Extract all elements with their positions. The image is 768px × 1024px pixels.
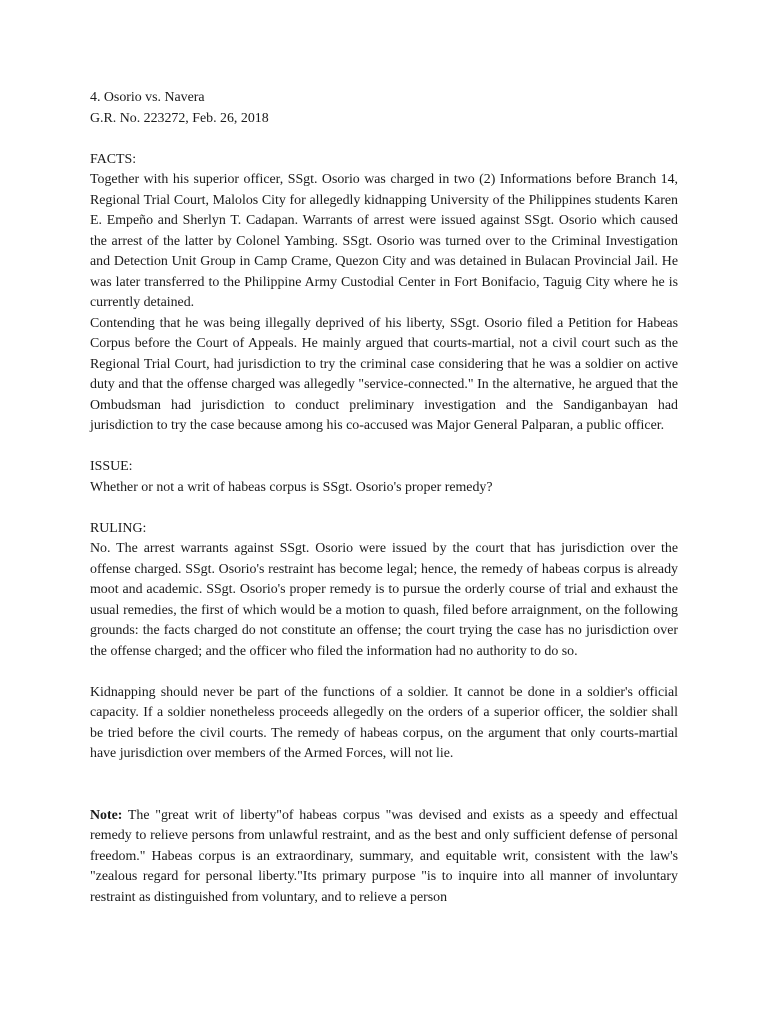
facts-paragraph-2: Contending that he was being illegally deprived of his liberty, SSgt. Osorio filed a Petition for Habeas Corpus before the Court of Appeals. He mainly argued that courts-martial, not a civil court such as the Regional Trial Court, had jurisdiction to try the criminal case considering that he was a soldier on active duty and that the offense charged was allegedly "service-connected." In the alternative, he argued that the Ombudsman had jurisdiction to conduct preliminary investigation and the Sandiganbayan had jurisdiction to try the case because among his co-accused was Major General Palparan, a public officer.	[90, 315, 678, 433]
spacer	[90, 765, 678, 806]
spacer	[90, 129, 678, 150]
issue-text: Whether or not a writ of habeas corpus is SSgt. Osorio's proper remedy?	[90, 479, 493, 495]
spacer	[90, 437, 678, 458]
ruling-paragraph-2: Kidnapping should never be part of the functions of a soldier. It cannot be done in a soldier's official capacity. If a soldier nonetheless proceeds allegedly on the orders of a superior officer, the soldier shall be tried before the civil courts. The remedy of habeas corpus, on the argument that only courts-martial have jurisdiction over members of the Armed Forces, will not lie.	[90, 684, 678, 761]
facts-paragraph-1: Together with his superior officer, SSgt. Osorio was charged in two (2) Informations before Branch 14, Regional Trial Court, Malolos City for allegedly kidnapping University of the Philippines students Karen E. Empeño and Sherlyn T. Cadapan. Warrants of arrest were issued against SSgt. Osorio which caused the arrest of the latter by Colonel Yambing. SSgt. Osorio was turned over to the Criminal Investigation and Detection Unit Group in Camp Crame, Quezon City and was detained in Bulacan Provincial Jail. He was later transferred to the Philippine Army Custodial Center in Fort Bonifacio, Taguig City where he is currently detained.	[90, 172, 678, 310]
case-title: 4. Osorio vs. Navera	[90, 90, 205, 105]
document-page	[90, 88, 678, 908]
note-text: The "great writ of liberty"of habeas corpus "was devised and exists as a speedy and effectual remedy to relieve persons from unlawful restraint, and as the best and only sufficient defense of personal freedom." Habeas corpus is an extraordinary, summary, and equitable writ, consistent with the law's "zealous regard for personal liberty."Its primary purpose "is to inquire into all manner of involuntary restraint as distinguished from voluntary, and to relieve a person	[90, 807, 678, 905]
case-citation: G.R. No. 223272, Feb. 26, 2018	[90, 110, 269, 126]
note-label: Note:	[90, 807, 123, 823]
facts-heading: FACTS:	[90, 151, 137, 167]
ruling-heading: RULING:	[90, 520, 147, 536]
ruling-paragraph-1: No. The arrest warrants against SSgt. Osorio were issued by the court that has jurisdiction over the offense charged. SSgt. Osorio's restraint has become legal; hence, the remedy of habeas corpus is already moot and academic. SSgt. Osorio's proper remedy is to pursue the orderly course of trial and exhaust the usual remedies, the first of which would be a motion to quash, filed before arraignment, on the following grounds: the facts charged do not constitute an offense; the court trying the case has no jurisdiction over the offense charged; and the officer who filed the information had no authority to do so.	[90, 541, 678, 659]
spacer	[90, 662, 678, 683]
spacer	[90, 498, 678, 519]
issue-heading: ISSUE:	[90, 459, 133, 474]
note-paragraph	[90, 806, 678, 909]
